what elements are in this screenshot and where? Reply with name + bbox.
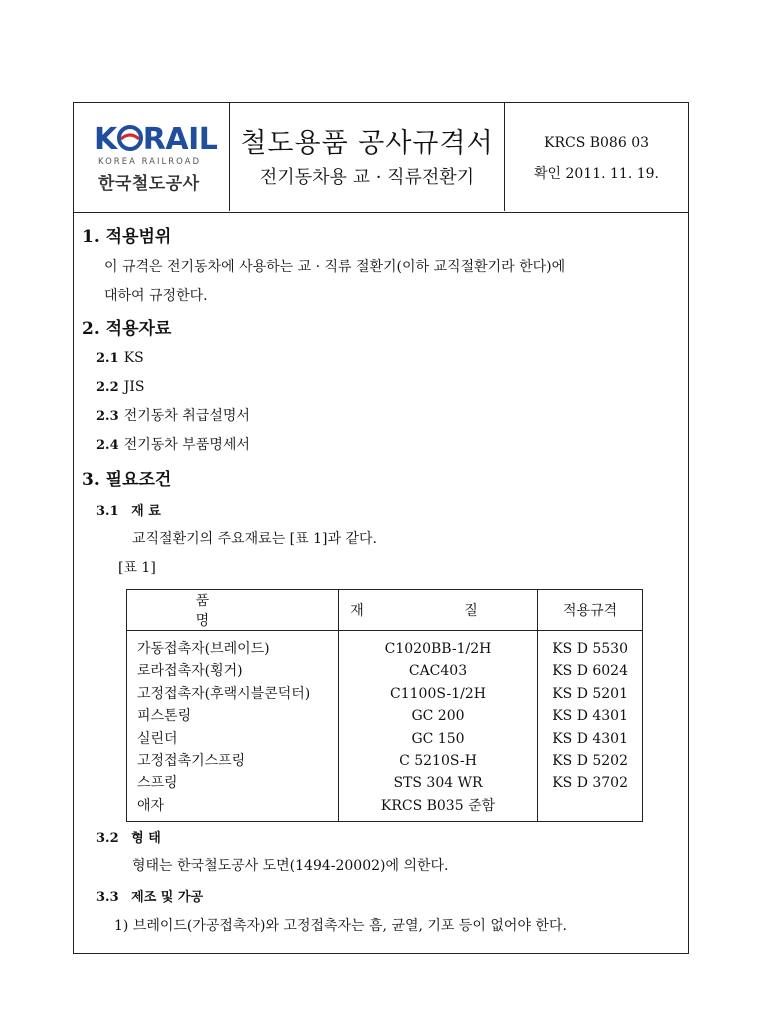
- subsection-3-3-item-1: 1) 브레이드(가공접촉자)와 고정접촉자는 흠, 균열, 기포 등이 없어야 한다.: [114, 918, 567, 934]
- ref-number: 2.2: [96, 380, 119, 395]
- section-1-line-1: 이 규격은 전기동차에 사용하는 교 · 직류 절환기(이하 교직절환기라 한다)에: [104, 259, 566, 275]
- table-cell: 애자: [137, 797, 165, 814]
- table-cell: KS D 4301: [552, 708, 628, 725]
- logo-korean: 한국철도공사: [98, 174, 200, 194]
- standard-column: [538, 631, 643, 822]
- section-1-line-2: 대하여 규정한다.: [104, 288, 208, 304]
- ref-item: [96, 434, 250, 454]
- title-cell: [230, 103, 505, 211]
- header-material: 재 질: [338, 590, 537, 631]
- name-column: [127, 631, 339, 822]
- document-header: [74, 103, 688, 213]
- document-subtitle: 전기동차용 교 · 직류전환기: [259, 167, 475, 188]
- subsection-title: 제조 및 가공: [131, 890, 203, 905]
- subsection-number: 3.1: [96, 504, 119, 519]
- table-cell: 실린더: [137, 730, 178, 747]
- ref-text: JIS: [123, 379, 145, 395]
- header-name: 품 명: [127, 590, 339, 631]
- subsection-3-2-text: 형태는 한국철도공사 도면(1494-20002)에 의한다.: [132, 858, 449, 874]
- table-cell: KS D 5202: [552, 753, 628, 770]
- table-cell: GC 150: [411, 730, 465, 747]
- table-header-row: [127, 590, 643, 631]
- logo-o-icon: [117, 125, 143, 151]
- table-cell: STS 304 WR: [393, 775, 483, 792]
- subsection-3-2-heading: [96, 827, 161, 846]
- table-cell: KS D 5201: [552, 685, 628, 702]
- ref-text: 전기동차 부품명세서: [123, 437, 250, 453]
- material-column: [338, 631, 537, 822]
- table-cell: 가동접촉자(브레이드): [137, 641, 270, 657]
- table-cell: [538, 795, 642, 817]
- ref-item: [96, 347, 144, 366]
- table-cell: 고정접촉자(후랙시블콘덕터): [137, 685, 311, 702]
- ref-number: 2.4: [96, 438, 119, 453]
- table-cell: 피스톤링: [137, 708, 192, 725]
- section-1-heading: 1. 적용범위: [82, 227, 172, 247]
- subsection-3-3-heading: [96, 886, 203, 905]
- table-cell: C 5210S-H: [399, 753, 477, 770]
- document-date: 확인 2011. 11. 19.: [533, 166, 659, 182]
- table-body: [127, 631, 643, 822]
- table-cell: 스프링: [137, 775, 178, 792]
- subsection-3-1-heading: [96, 500, 161, 519]
- document-title: 철도용품 공사규격서: [240, 128, 494, 159]
- subsection-3-1-text: 교직절환기의 주요재료는 [표 1]과 같다.: [132, 531, 377, 547]
- table-cell: KS D 3702: [552, 775, 628, 792]
- table-cell: KS D 4301: [552, 730, 628, 747]
- document-code: KRCS B086 03: [543, 135, 650, 151]
- subsection-number: 3.3: [96, 890, 119, 905]
- table-cell: CAC403: [408, 663, 468, 680]
- materials-table: [126, 589, 643, 822]
- table-caption: [표 1]: [118, 560, 156, 576]
- subsection-title: 재 료: [131, 504, 161, 519]
- korail-logo: K RAIL: [94, 122, 218, 157]
- table-cell: KS D 6024: [552, 663, 628, 680]
- ref-item: [96, 376, 144, 395]
- section-2-heading: 2. 적용자료: [82, 319, 172, 339]
- logo-english: KOREA RAILROAD: [98, 157, 202, 167]
- ref-text: 전기동차 취급설명서: [123, 408, 250, 424]
- table-cell: C1020BB-1/2H: [384, 641, 492, 657]
- logo-cell: [74, 103, 230, 211]
- ref-number: 2.3: [96, 409, 119, 424]
- section-3-heading: 3. 필요조건: [82, 470, 172, 490]
- table-cell: C1100S-1/2H: [390, 685, 486, 702]
- table-cell: KS D 5530: [552, 641, 628, 657]
- code-cell: [505, 103, 688, 211]
- subsection-number: 3.2: [96, 831, 119, 846]
- table-cell: 고정접촉기스프링: [137, 753, 246, 770]
- ref-item: [96, 405, 250, 425]
- header-standard: 적용규격: [538, 590, 643, 631]
- table-cell: GC 200: [411, 708, 465, 725]
- table-cell: 로라접촉자(횡거): [137, 663, 243, 680]
- table-cell: KRCS B035 준함: [380, 797, 496, 814]
- ref-number: 2.1: [96, 351, 119, 366]
- subsection-title: 형 태: [131, 831, 161, 846]
- ref-text: KS: [123, 350, 144, 366]
